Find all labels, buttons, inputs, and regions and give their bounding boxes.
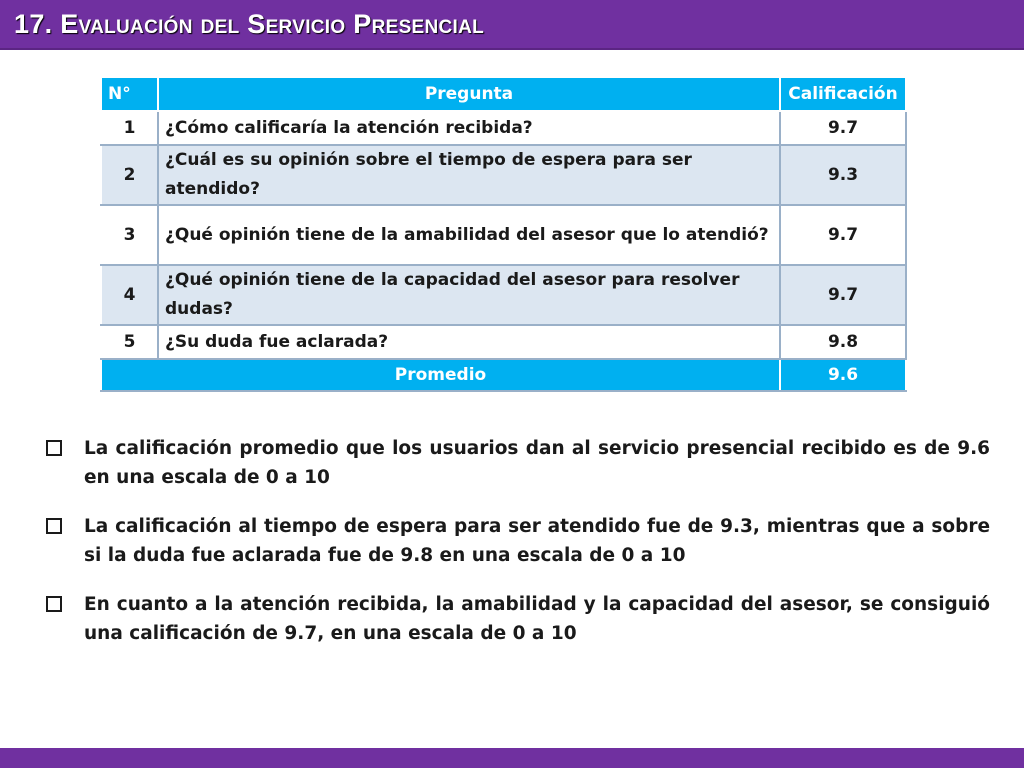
row-score: 9.7 — [780, 265, 906, 325]
bullet-text: En cuanto a la atención recibida, la amabilidad y la capacidad del asesor, se consiguió una calificación de 9.7, en una escala de 0 a 10 — [84, 594, 990, 644]
bullet-list — [44, 434, 990, 668]
bullet-item — [44, 434, 990, 492]
evaluation-table — [100, 76, 907, 392]
row-score: 9.3 — [780, 145, 906, 205]
row-question: ¿Cómo calificaría la atención recibida? — [158, 111, 780, 145]
row-number: 2 — [101, 145, 158, 205]
checkbox-icon — [46, 518, 62, 534]
checkbox-icon — [46, 596, 62, 612]
average-label: Promedio — [101, 359, 780, 391]
table-row — [101, 265, 906, 325]
bullet-item — [44, 512, 990, 570]
column-header-number: N° — [101, 77, 158, 111]
bullet-text: La calificación promedio que los usuarios dan al servicio presencial recibido es de 9.6 en una escala de 0 a 10 — [84, 438, 990, 488]
table-header-row — [101, 77, 906, 111]
row-question: ¿Su duda fue aclarada? — [158, 325, 780, 359]
title-bar — [0, 0, 1024, 50]
column-header-question: Pregunta — [158, 77, 780, 111]
column-header-score: Calificación — [780, 77, 906, 111]
checkbox-icon — [46, 440, 62, 456]
row-number: 1 — [101, 111, 158, 145]
row-question: ¿Cuál es su opinión sobre el tiempo de espera para ser atendido? — [158, 145, 780, 205]
page-title: 17. Evaluación del Servicio Presencial — [14, 9, 485, 39]
table-row — [101, 325, 906, 359]
row-number: 4 — [101, 265, 158, 325]
row-score: 9.7 — [780, 111, 906, 145]
row-score: 9.7 — [780, 205, 906, 265]
row-question: ¿Qué opinión tiene de la amabilidad del asesor que lo atendió? — [158, 205, 780, 265]
row-score: 9.8 — [780, 325, 906, 359]
bullet-item — [44, 590, 990, 648]
average-score: 9.6 — [780, 359, 906, 391]
row-number: 5 — [101, 325, 158, 359]
row-question: ¿Qué opinión tiene de la capacidad del asesor para resolver dudas? — [158, 265, 780, 325]
footer-bar — [0, 748, 1024, 768]
bullet-text: La calificación al tiempo de espera para ser atendido fue de 9.3, mientras que a sobre si la duda fue aclarada fue de 9.8 en una escala de 0 a 10 — [84, 516, 990, 566]
table-row — [101, 111, 906, 145]
average-row — [101, 359, 906, 391]
table-row — [101, 205, 906, 265]
table-row — [101, 145, 906, 205]
row-number: 3 — [101, 205, 158, 265]
